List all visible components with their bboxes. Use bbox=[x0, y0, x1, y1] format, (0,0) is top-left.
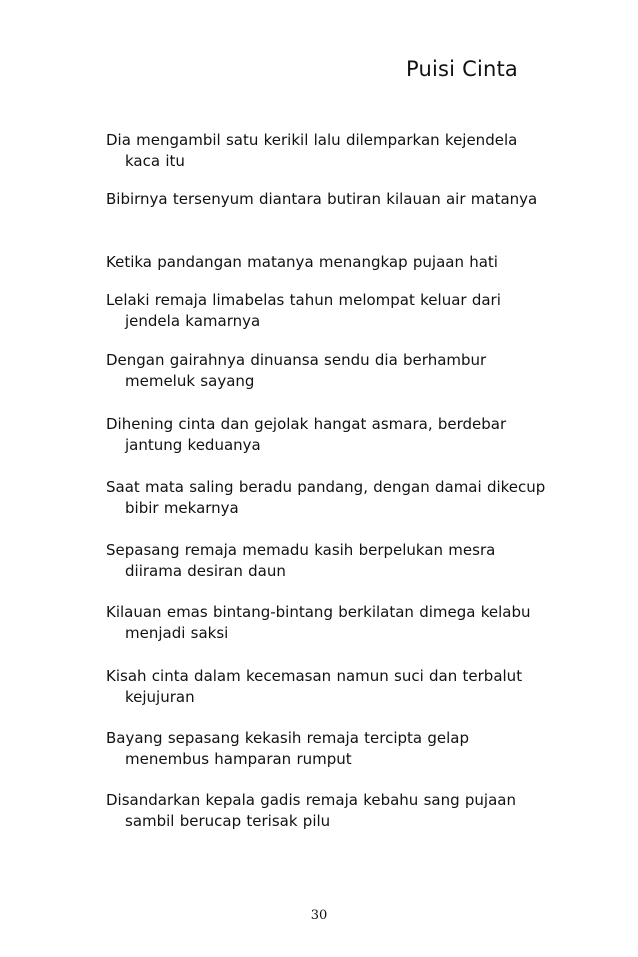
poem-title: Puisi Cinta bbox=[406, 57, 518, 81]
poem-line: Kisah cinta dalam kecemasan namun suci dan terbalut kejujuran bbox=[106, 667, 523, 706]
poem-line: Bayang sepasang kekasih remaja tercipta gelap menembus hamparan rumput bbox=[106, 729, 470, 768]
poem-line: Sepasang remaja memadu kasih berpelukan mesra diirama desiran daun bbox=[106, 541, 496, 580]
poem-line: Dia mengambil satu kerikil lalu dilemparkan kejendela kaca itu bbox=[106, 131, 518, 170]
poem-line: Ketika pandangan matanya menangkap pujaan hati bbox=[106, 253, 498, 271]
poem-line: Saat mata saling beradu pandang, dengan damai dikecup bibir mekarnya bbox=[106, 478, 546, 517]
poem-line: Disandarkan kepala gadis remaja kebahu sang pujaan sambil berucap terisak pilu bbox=[106, 791, 516, 830]
poem-body bbox=[106, 130, 546, 830]
poem-line: Lelaki remaja limabelas tahun melompat keluar dari jendela kamarnya bbox=[106, 291, 501, 330]
poem-line: Bibirnya tersenyum diantara butiran kilauan air matanya bbox=[106, 190, 538, 208]
page-number: 30 bbox=[310, 908, 328, 923]
poem-line: Dengan gairahnya dinuansa sendu dia berhambur memeluk sayang bbox=[106, 351, 487, 390]
poem-line: Kilauan emas bintang-bintang berkilatan dimega kelabu menjadi saksi bbox=[106, 603, 531, 642]
poem-line: Dihening cinta dan gejolak hangat asmara, berdebar jantung keduanya bbox=[106, 415, 507, 454]
